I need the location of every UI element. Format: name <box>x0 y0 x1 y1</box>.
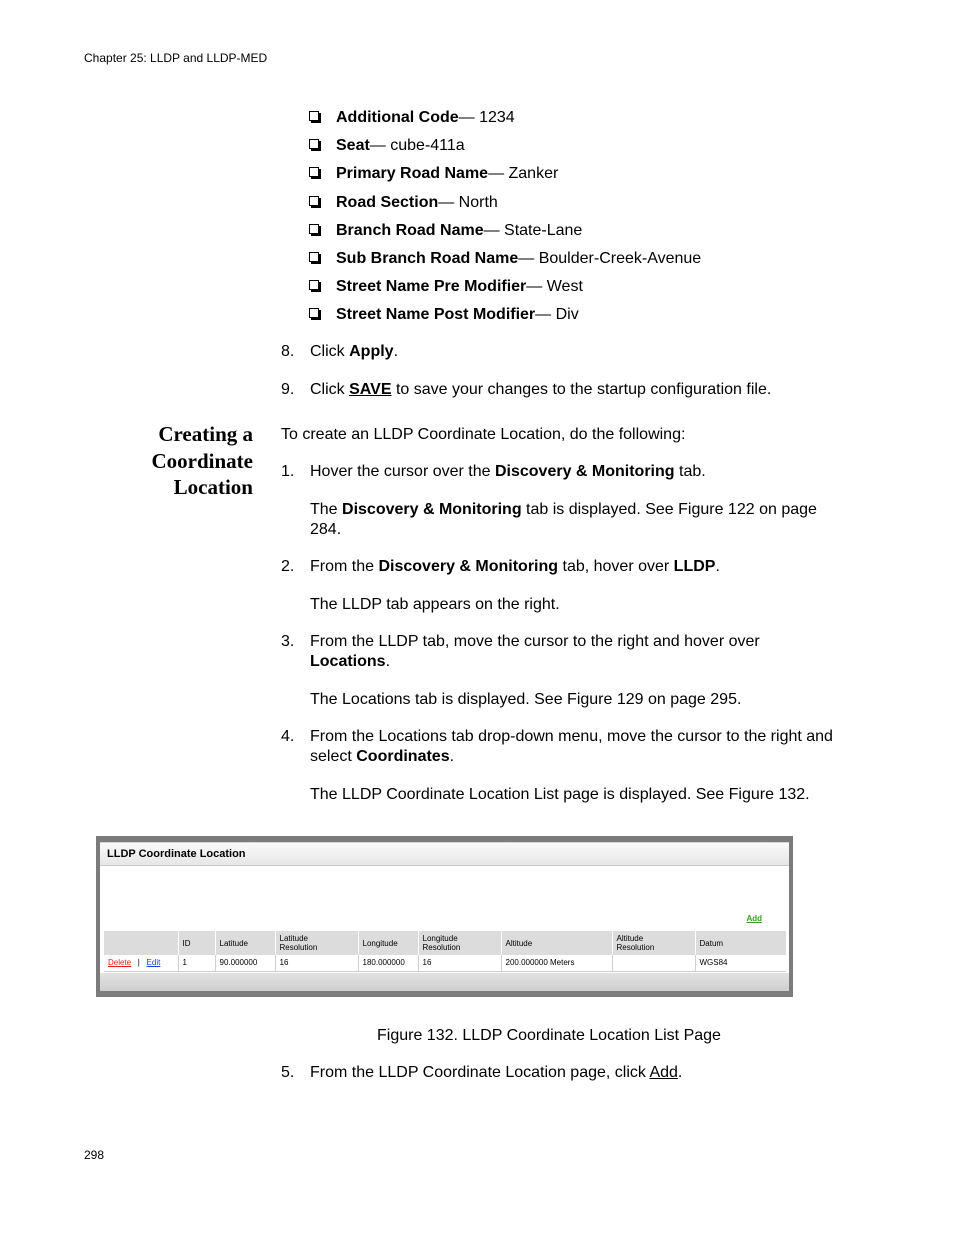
delete-link[interactable]: Delete <box>108 958 132 968</box>
column-header: Latitude <box>215 931 275 955</box>
section-intro: To create an LLDP Coordinate Location, do the following: <box>281 426 686 443</box>
checkbox-bullet-icon <box>309 252 319 262</box>
cell-latitude-resolution: 16 <box>275 955 358 971</box>
step-4-result: The LLDP Coordinate Location List page is displayed. See Figure 132. <box>310 786 810 803</box>
column-header: Altitude Resolution <box>612 931 695 955</box>
checkbox-bullet-icon <box>309 196 319 206</box>
table-header-row <box>104 931 786 955</box>
bullet-item: Street Name Post Modifier— Div <box>309 305 579 325</box>
cell-id: 1 <box>178 955 215 971</box>
column-header: ID <box>178 931 215 955</box>
checkbox-bullet-icon <box>309 111 319 121</box>
cell-latitude: 90.000000 <box>215 955 275 971</box>
chapter-header: Chapter 25: LLDP and LLDP-MED <box>84 51 268 65</box>
table-row <box>104 955 786 971</box>
bullet-item: Road Section— North <box>309 193 498 213</box>
checkbox-bullet-icon <box>309 308 319 318</box>
coordinate-location-panel <box>100 842 789 991</box>
page-number: 298 <box>84 1148 105 1162</box>
cell-datum: WGS84 <box>695 955 786 971</box>
checkbox-bullet-icon <box>309 280 319 290</box>
bullet-item: Street Name Pre Modifier— West <box>309 277 583 297</box>
step-3-result: The Locations tab is displayed. See Figure 129 on page 295. <box>310 691 742 708</box>
step-2-result: The LLDP tab appears on the right. <box>310 596 560 613</box>
row-actions <box>104 955 178 971</box>
add-link-text[interactable]: Add <box>649 1064 678 1081</box>
column-header: Altitude <box>501 931 612 955</box>
section-heading: Creating a Coordinate Location <box>151 422 253 499</box>
add-link[interactable]: Add <box>746 914 762 923</box>
panel-footer <box>100 973 789 991</box>
save-link[interactable]: SAVE <box>349 381 392 398</box>
cell-longitude: 180.000000 <box>358 955 418 971</box>
cell-longitude-resolution: 16 <box>418 955 501 971</box>
bullet-item: Primary Road Name— Zanker <box>309 164 558 184</box>
bullet-item: Seat— cube-411a <box>309 136 465 156</box>
bullet-item: Sub Branch Road Name— Boulder-Creek-Avenue <box>309 249 701 269</box>
checkbox-bullet-icon <box>309 139 319 149</box>
cell-altitude: 200.000000 Meters <box>501 955 612 971</box>
column-header: Latitude Resolution <box>275 931 358 955</box>
figure-screenshot <box>96 836 793 997</box>
panel-title: LLDP Coordinate Location <box>100 843 789 866</box>
column-header <box>104 931 178 955</box>
bullet-item: Branch Road Name— State-Lane <box>309 221 582 241</box>
bullet-item: Additional Code— 1234 <box>309 108 515 128</box>
column-header: Longitude Resolution <box>418 931 501 955</box>
figure-caption: Figure 132. LLDP Coordinate Location List Page <box>377 1027 721 1044</box>
step-1-result: The Discovery & Monitoring tab is displayed. See Figure 122 on page 284. <box>310 501 817 538</box>
checkbox-bullet-icon <box>309 167 319 177</box>
edit-link[interactable]: Edit <box>146 958 161 968</box>
action-separator: | <box>137 958 140 968</box>
checkbox-bullet-icon <box>309 224 319 234</box>
column-header: Datum <box>695 931 786 955</box>
coordinate-table <box>104 931 786 972</box>
column-header: Longitude <box>358 931 418 955</box>
cell-altitude-resolution <box>612 955 695 971</box>
